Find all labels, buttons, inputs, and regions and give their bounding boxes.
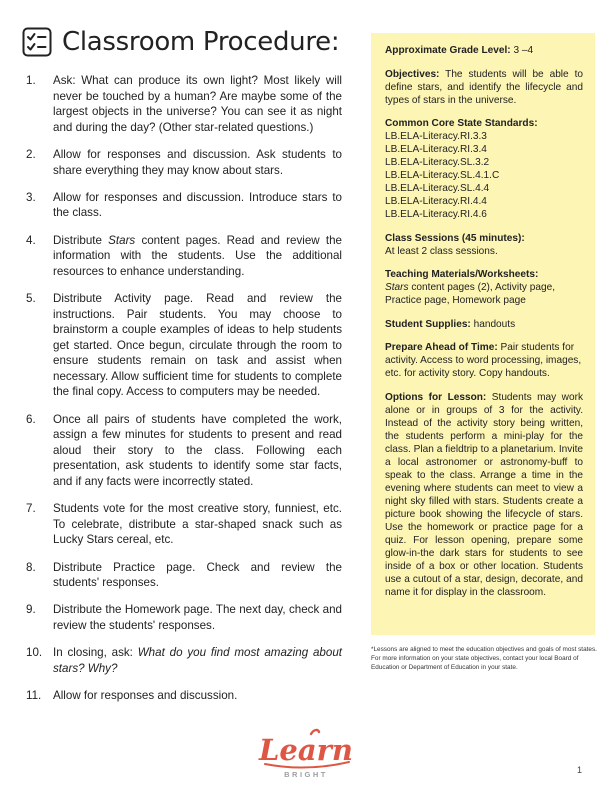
prepare-ahead: Prepare Ahead of Time: Pair students for activity. Access to word processing, images, etc. for activity story. Copy handouts. [385,342,582,379]
standard-item: LB.ELA-Literacy.RI.3.3 [385,131,487,142]
page-header [22,20,339,64]
logo-subword: BRIGHT [284,770,328,779]
step-number: 6. [26,412,36,426]
list-item [26,602,342,633]
list-item [26,233,342,280]
list-item [26,688,342,704]
list-item [26,190,342,221]
alignment-footnote: *Lessons are aligned to meet the education objectives and goals of most states. For more information on your state objectives, contact your local Board of Education or Department of Education in your state. [371,646,597,672]
standard-item: LB.ELA-Literacy.SL.4.1.C [385,170,500,181]
logo-graphic [251,728,361,780]
step-text: In closing, ask: What do you find most amazing about stars? Why? [53,646,342,675]
list-item [26,291,342,400]
logo-word: Learn [259,733,353,767]
step-number: 2. [26,147,36,161]
step-text: Allow for responses and discussion. Introduce stars to the class. [53,190,342,220]
step-number: 10. [26,646,43,660]
step-text: Distribute the Homework page. The next day, check and review the students' responses. [53,603,342,632]
grade-level: Approximate Grade Level: 3 –4 [385,45,534,56]
list-item [26,73,342,135]
step-number: 9. [26,603,36,617]
learn-bright-logo [251,728,361,780]
step-number: 3. [26,190,36,204]
step-number: 5. [26,291,36,305]
step-text: Once all pairs of students have completed the work, assign a few minutes for students to present and read aloud their story to the class. Following each presentation, ask students to identify some star facts, and if any facts were incorrectly stated. [53,412,342,489]
step-number: 7. [26,502,36,516]
standard-item: LB.ELA-Literacy.SL.3.2 [385,157,490,168]
step-number: 1. [26,74,36,87]
student-supplies: Student Supplies: handouts [385,318,516,330]
standard-item: LB.ELA-Literacy.SL.4.4 [385,183,490,194]
step-number: 11. [26,688,42,702]
step-text: Allow for responses and discussion. [53,688,238,702]
step-text: Distribute Stars content pages. Read and review the information with the students. Use the additional resources to enhance understanding. [53,233,342,278]
standard-item: LB.ELA-Literacy.RI.3.4 [385,144,487,155]
standard-item: LB.ELA-Literacy.RI.4.4 [385,196,487,207]
procedure-list [26,73,342,715]
step-text: Students vote for the most creative story, funniest, etc. To celebrate, distribute a star-shaped snack such as Lucky Stars cereal, etc. [53,502,342,547]
list-item [26,501,342,548]
teaching-materials: Teaching Materials/Worksheets: Stars content pages (2), Activity page, Practice page, Homework page [385,269,556,306]
step-text: Ask: What can produce its own light? Most likely will never be touched by a human? Are maybe some of the largest objects in the universe? You can see it as night and during the day? (Other star-related questions.) [53,74,342,134]
list-item [26,560,342,591]
step-text: Distribute Activity page. Read and review the instructions. Pair students. You may choose to brainstorm a couple examples of ideas to help students get started. Once begun, circulate through the room to ensure students remain on task and assist when necessary. Allow sufficient time for students to complete the final copy. Access to computers may be needed. [53,291,342,399]
step-text: Distribute Practice page. Check and review the students' responses. [53,560,342,590]
lesson-options: Options for Lesson: Students may work alone or in groups of 3 for the activity. Instead of the activity story being written, the students perform a mini-play for the class. Plan a fieldtrip to a planetarium. Invite a local astronomer or astronomy-buff to speak to the class. Arrange a time in the evening where students can meet to view a night sky filled with stars. Students create a picture book showing the lifecycle of stars. Use the homework or practice page for a quiz. For lesson opening, prepare some glow-in-the dark stars for students to see inside of a box or other location. Students use a cutout of a star, design, decorate, and name it for display in the classroom. [385,391,583,598]
page-number: 1 [577,765,583,775]
standard-item: LB.ELA-Literacy.RI.4.6 [385,209,487,220]
standards: Common Core State Standards: LB.ELA-Literacy.RI.3.3 LB.ELA-Literacy.RI.3.4 LB.ELA-Literacy.SL.3.2 LB.ELA-Literacy.SL.4.1.C LB.ELA-Literacy.SL.4.4 LB.ELA-Literacy.RI.4.4 LB.ELA-Literacy.RI.4.6 [385,117,583,221]
step-number: 8. [26,560,36,574]
objectives: Objectives: The students will be able to define stars, and identify the lifecycle and types of stars in the universe. [385,68,583,106]
list-item [26,147,342,178]
page-title: Classroom Procedure: [62,27,340,57]
step-number: 4. [26,233,36,247]
step-text: Allow for responses and discussion. Ask students to share everything they may know about stars. [53,147,342,177]
list-item [26,645,342,676]
lesson-info-sidebar [371,33,595,635]
checklist-icon [22,27,52,57]
class-sessions: Class Sessions (45 minutes): At least 2 class sessions. [385,232,525,257]
list-item [26,412,342,490]
